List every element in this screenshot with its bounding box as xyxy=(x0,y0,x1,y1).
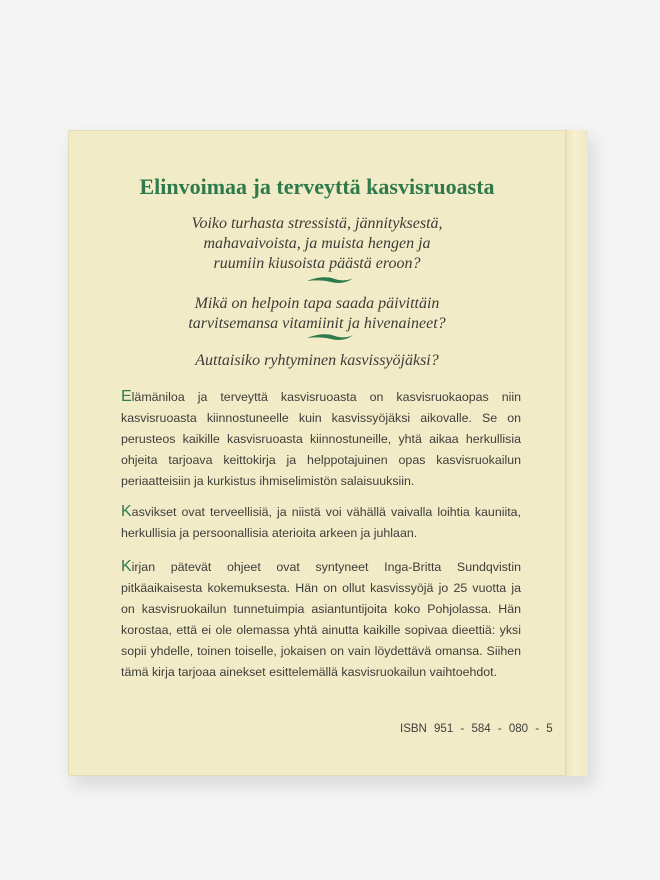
paragraph-text: asvikset ovat terveellisiä, ja niistä voi vähällä vaivalla loihtia kauniita, herkullisia ja persoonallisia aterioita arkeen ja juhlaan. xyxy=(121,505,521,540)
question-line: tarvitsemansa vitamiinit ja hivenaineet? xyxy=(188,315,446,332)
drop-initial: E xyxy=(121,388,132,405)
drop-initial: K xyxy=(121,503,132,520)
paragraph-2 xyxy=(121,501,521,544)
question-line: Voiko turhasta stressistä, jännityksestä, xyxy=(191,215,443,232)
paragraph-text: lämäniloa ja terveyttä kasvisruoasta on kasvisruokaopas niin kasvisruoasta kiinnostuneelle kuin kasvissyöjäksi aikovalle. Se on perusteos kaikille kasvisruoasta kiinnostuneille, yhtä aikaa herkullisia ohjeita tarjoava keittokirja ja helppotajuinen opas kasvisruokailun periaatteisiin ja kurkistus ihmiselimistön salaisuuksiin. xyxy=(121,390,521,488)
paragraph-text: irjan pätevät ohjeet ovat syntyneet Inga-Britta Sundqvistin pitkäaikaisesta kokemuksesta. Hän on ollut kasvissyöjä jo 25 vuotta ja on kasvisruokailun tunnetuimpia asiantuntijoita koko Pohjolassa. Hän korostaa, että ei ole olemassa yhtä ainutta kaikille sopivaa dieettiä: yksi sopii yhdelle, toinen toiselle, jokaisen on vain löydettävä omansa. Siihen tämä kirja tarjoaa ainekset esittelemällä kasvisruokailun vaihtoehdot. xyxy=(121,560,521,679)
question-2 xyxy=(68,294,566,334)
cover-title: Elinvoimaa ja terveyttä kasvisruoasta xyxy=(139,174,495,199)
question-line: Auttaisiko ryhtyminen kasvissyöjäksi? xyxy=(195,352,439,369)
paragraph-3 xyxy=(121,556,521,683)
drop-initial: K xyxy=(121,558,132,575)
isbn-number: ISBN 951 - 584 - 080 - 5 xyxy=(400,723,553,735)
question-line: ruumiin kiusoista päästä eroon? xyxy=(213,255,421,272)
swash-ornament-icon xyxy=(305,275,355,285)
paragraph-1 xyxy=(121,386,521,492)
question-line: mahavaivoista, ja muista hengen ja xyxy=(203,235,431,252)
question-line: Mikä on helpoin tapa saada päivittäin xyxy=(194,295,440,312)
question-3 xyxy=(68,351,566,371)
swash-ornament-icon xyxy=(305,332,355,342)
book-back-cover xyxy=(68,130,588,776)
question-1 xyxy=(68,214,566,274)
book-spine xyxy=(565,130,588,776)
